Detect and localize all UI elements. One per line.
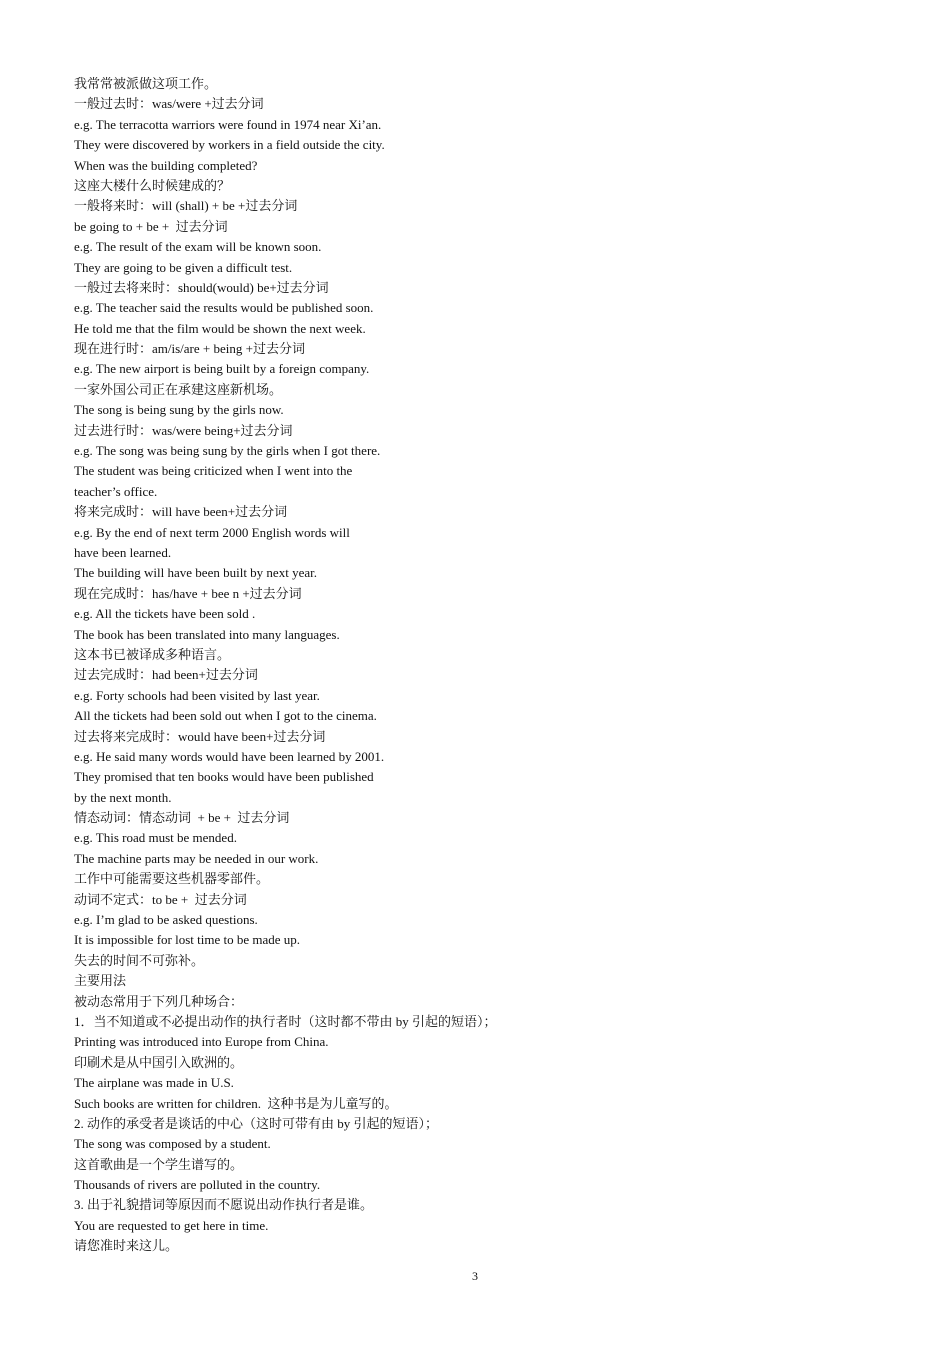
text-line: You are requested to get here in time. (74, 1217, 269, 1233)
text-line: Printing was introduced into Europe from China. (74, 1034, 329, 1050)
page-body (74, 74, 874, 1257)
text-line: 1．当不知道或不必提出动作的执行者时（这时都不带由 by 引起的短语）； (74, 1013, 497, 1029)
text-line: e.g. The terracotta warriors were found in 1974 near Xi’an. (74, 116, 382, 132)
text-line: 过去进行时：was/were being+过去分词 (74, 422, 293, 438)
text-line: by the next month. (74, 789, 172, 805)
text-line: It is impossible for lost time to be made up. (74, 932, 301, 948)
text-line: have been learned. (74, 544, 172, 560)
text-line: All the tickets had been sold out when I got to the cinema. (74, 708, 377, 724)
text-line: 一家外国公司正在承建这座新机场。 (74, 381, 283, 397)
text-line: The book has been translated into many languages. (74, 626, 340, 642)
text-line: e.g. This road must be mended. (74, 830, 237, 846)
text-line: 3. 出于礼貌措词等原因而不愿说出动作执行者是谁。 (74, 1197, 374, 1213)
text-line: 将来完成时：will have been+过去分词 (74, 504, 288, 520)
page-number: 3 (472, 1269, 478, 1283)
text-line: 一般过去时：was/were +过去分词 (74, 96, 264, 112)
text-line: e.g. Forty schools had been visited by last year. (74, 687, 320, 703)
text-line: teacher’s office. (74, 483, 158, 499)
text-line: e.g. The song was being sung by the girls when I got there. (74, 443, 381, 459)
text-line: e.g. All the tickets have been sold . (74, 606, 256, 622)
text-line: 现在完成时：has/have + bee n +过去分词 (74, 585, 302, 601)
text-line: 这座大楼什么时候建成的？ (74, 177, 231, 193)
text-line: The song is being sung by the girls now. (74, 402, 284, 418)
text-line: The machine parts may be needed in our work. (74, 850, 319, 866)
text-line: 2. 动作的承受者是谈话的中心（这时可带有由 by 引起的短语）； (74, 1115, 439, 1131)
text-line: 一般过去将来时：should(would) be+过去分词 (74, 279, 329, 295)
text-line: e.g. The new airport is being built by a foreign company. (74, 361, 370, 377)
text-line: 印刷术是从中国引入欧洲的。 (74, 1054, 244, 1070)
text-line: 我常常被派做这项工作。 (74, 76, 218, 91)
text-line: The building will have been built by next year. (74, 565, 317, 581)
text-line: The airplane was made in U.S. (74, 1075, 234, 1091)
text-line: Such books are written for children. 这种书是为儿童写的。 (74, 1095, 398, 1111)
text-line: They promised that ten books would have been published (74, 769, 374, 785)
text-line: He told me that the film would be shown the next week. (74, 320, 366, 336)
text-line: 这首歌曲是一个学生谱写的。 (74, 1156, 244, 1172)
text-line: Thousands of rivers are polluted in the country. (74, 1177, 321, 1193)
text-line: 失去的时间不可弥补。 (74, 952, 205, 968)
text-line: e.g. The teacher said the results would be published soon. (74, 300, 374, 316)
text-line: 主要用法 (74, 973, 127, 989)
text-line: 被动态常用于下列几种场合： (74, 993, 244, 1009)
text-line: 工作中可能需要这些机器零部件。 (74, 871, 270, 887)
text-line: They were discovered by workers in a field outside the city. (74, 137, 385, 153)
text-line: They are going to be given a difficult test. (74, 259, 293, 275)
text-line: When was the building completed? (74, 157, 258, 173)
text-line: 请您准时来这儿。 (74, 1238, 179, 1254)
text-line: e.g. By the end of next term 2000 English words will (74, 524, 350, 540)
text-line: 过去将来完成时：would have been+过去分词 (74, 728, 326, 744)
text-line: 这本书已被译成多种语言。 (74, 646, 231, 662)
text-line: 情态动词：情态动词 + be + 过去分词 (74, 810, 290, 826)
text-line: be going to + be + 过去分词 (74, 218, 228, 234)
text-line: e.g. I’m glad to be asked questions. (74, 912, 258, 928)
text-line: e.g. He said many words would have been learned by 2001. (74, 748, 385, 764)
text-line: e.g. The result of the exam will be known soon. (74, 239, 322, 255)
text-line: 过去完成时：had been+过去分词 (74, 667, 258, 683)
text-line: The student was being criticized when I went into the (74, 463, 353, 479)
text-line: 动词不定式：to be + 过去分词 (74, 891, 247, 907)
text-line: 一般将来时：will (shall) + be +过去分词 (74, 198, 298, 214)
text-line: 现在进行时：am/is/are + being +过去分词 (74, 341, 305, 357)
text-line: The song was composed by a student. (74, 1136, 271, 1152)
